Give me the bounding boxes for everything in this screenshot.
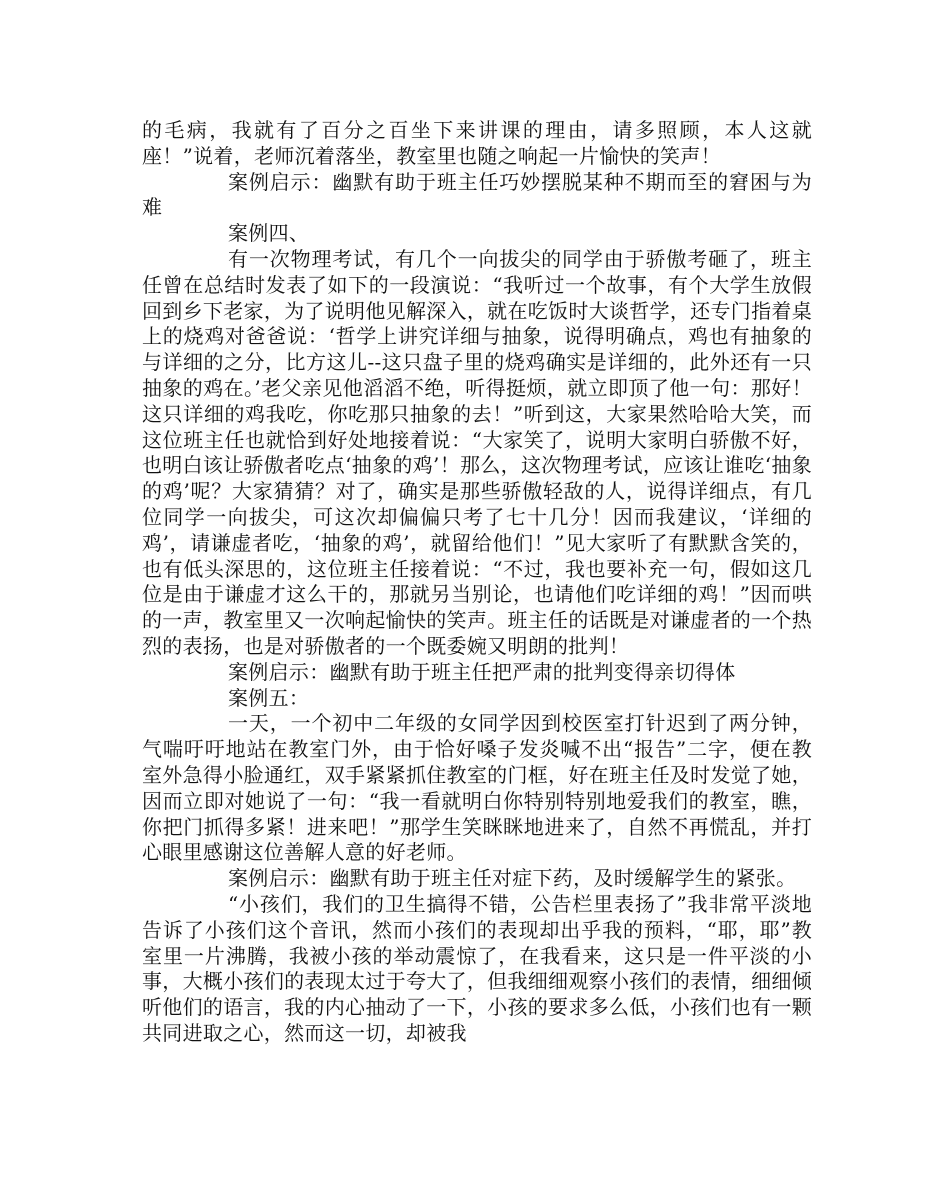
paragraph-continuation: 的毛病，我就有了百分之百坐下来讲课的理由，请多照顾，本人这就座！”说着，老师沉着落坐，教室里也随之响起一片愉快的笑声！ xyxy=(142,118,812,168)
paragraph-case-insight-5: 案例启示：幽默有助于班主任对症下药，及时缓解学生的紧张。 xyxy=(228,866,797,891)
paragraph-case-4-story: 有一次物理考试，有几个一向拔尖的同学由于骄傲考砸了，班主任曾在总结时发表了如下的一段演说：“我听过一个故事，有个大学生放假回到乡下老家，为了说明他见解深入，就在吃饭时大谈哲学，还专门指着桌上的烧鸡对爸爸说：‘哲学上讲究详细与抽象，说得明确点，鸡也有抽象的与详细的之分，比方这儿--这只盘子里的烧鸡确实是详细的，此外还有一只抽象的鸡在。’老父亲见他滔滔不绝，听得挺烦，就立即顶了他一句：那好！这只详细的鸡我吃，你吃那只抽象的去！”听到这，大家果然哈哈大笑，而这位班主任也就恰到好处地接着说：“大家笑了，说明大家明白骄傲不好，也明白该让骄傲者吃点‘抽象的鸡’！那么，这次物理考试，应该让谁吃‘抽象的鸡’呢？大家猜猜？对了，确实是那些骄傲轻敌的人，说得详细点，有几位同学一向拔尖，可这次却偏偏只考了七十几分！因而我建议，‘详细的鸡’，请谦虚者吃，‘抽象的鸡’，就留给他们！”见大家听了有默默含笑的，也有低头深思的，这位班主任接着说：“不过，我也要补充一句，假如这几位是由于谦虚才这么干的，那就另当别论，也请他们吃详细的鸡！”因而哄的一声，教室里又一次响起愉快的笑声。班主任的话既是对谦虚者的一个热烈的表扬，也是对骄傲者的一个既委婉又明朗的批判！ xyxy=(142,246,812,658)
paragraph-case-insight-4: 案例启示：幽默有助于班主任把严肃的批判变得亲切得体 xyxy=(228,659,736,684)
document-body xyxy=(142,118,812,1047)
paragraph-case-insight-3: 案例启示：幽默有助于班主任巧妙摆脱某种不期而至的窘困与为难 xyxy=(142,169,812,220)
heading-case-5: 案例五： xyxy=(228,685,310,710)
paragraph-reflection: “小孩们，我们的卫生搞得不错，公告栏里表扬了”我非常平淡地告诉了小孩们这个音讯，然而小孩们的表现却出乎我的预料，“耶，耶”教室里一片沸腾，我被小孩的举动震惊了，在我看来，这只是一件平淡的小事，大概小孩们的表现太过于夸大了，但我细细观察小孩们的表情，细细倾听他们的语言，我的内心抽动了一下，小孩的要求多么低，小孩们也有一颗共同进取之心，然而这一切，却被我 xyxy=(142,891,812,1045)
paragraph-case-5-story: 一天，一个初中二年级的女同学因到校医室打针迟到了两分钟，气喘吁吁地站在教室门外，由于恰好嗓子发炎喊不出“报告”二字，便在教室外急得小脸通红，双手紧紧抓住教室的门框，好在班主任及时发觉了她，因而立即对她说了一句：“我一看就明白你特别特别地爱我们的教室，瞧，你把门抓得多紧！进来吧！”那学生笑眯眯地进来了，自然不再慌乱，并打心眼里感谢这位善解人意的好老师。 xyxy=(142,711,812,865)
heading-case-4: 案例四、 xyxy=(228,221,310,246)
